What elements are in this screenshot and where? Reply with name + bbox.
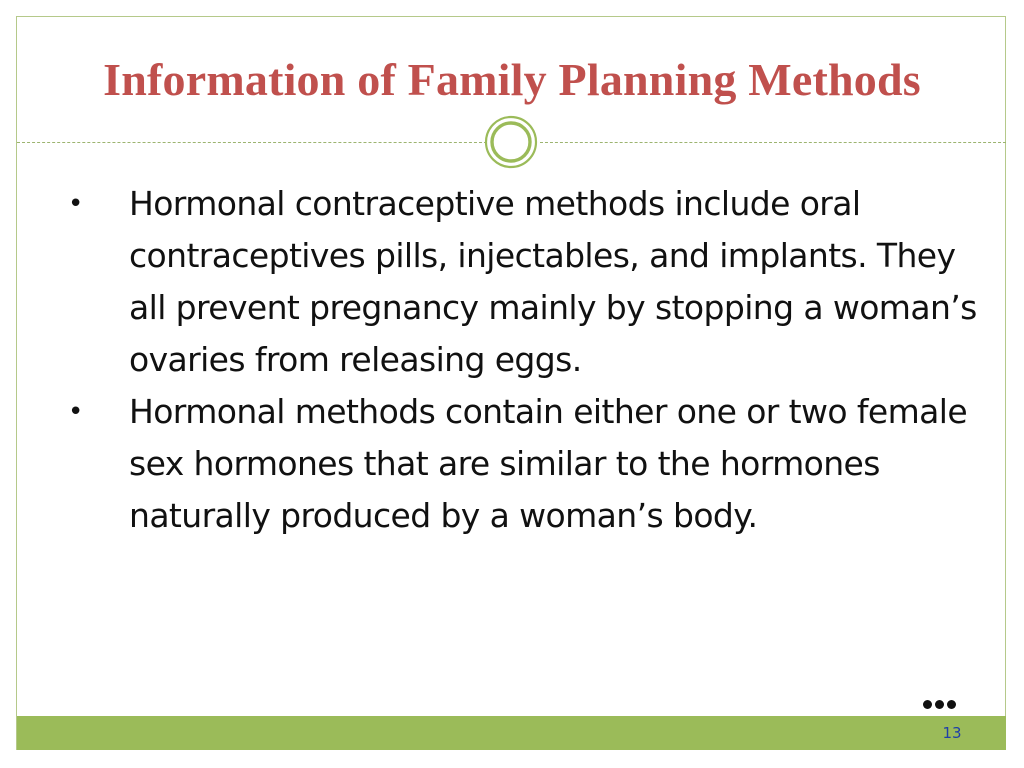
bullet-text: Hormonal methods contain either one or two female sex hormones that are similar to the hormones naturally produced by a woman’s body. xyxy=(129,392,968,535)
page-number: 13 xyxy=(942,724,962,742)
slide-title: Information of Family Planning Methods xyxy=(103,54,921,105)
bullet-item xyxy=(60,386,980,542)
footer-bar xyxy=(17,716,1006,750)
bullet-list xyxy=(60,178,980,542)
ellipsis-dots-icon xyxy=(923,696,965,712)
title-divider-right xyxy=(540,142,1006,143)
bullet-marker: • xyxy=(68,189,83,219)
ornament-inner-ring xyxy=(492,123,530,161)
bullet-text: Hormonal contraceptive methods include oral contraceptives pills, injectables, and implants. They all prevent pregnancy mainly by stopping a woman’s ovaries from releasing eggs. xyxy=(129,184,977,379)
title-divider-left xyxy=(17,142,487,143)
bullet-marker: • xyxy=(68,397,83,427)
bullet-item xyxy=(60,178,980,386)
double-circle-ornament-icon xyxy=(484,115,538,169)
